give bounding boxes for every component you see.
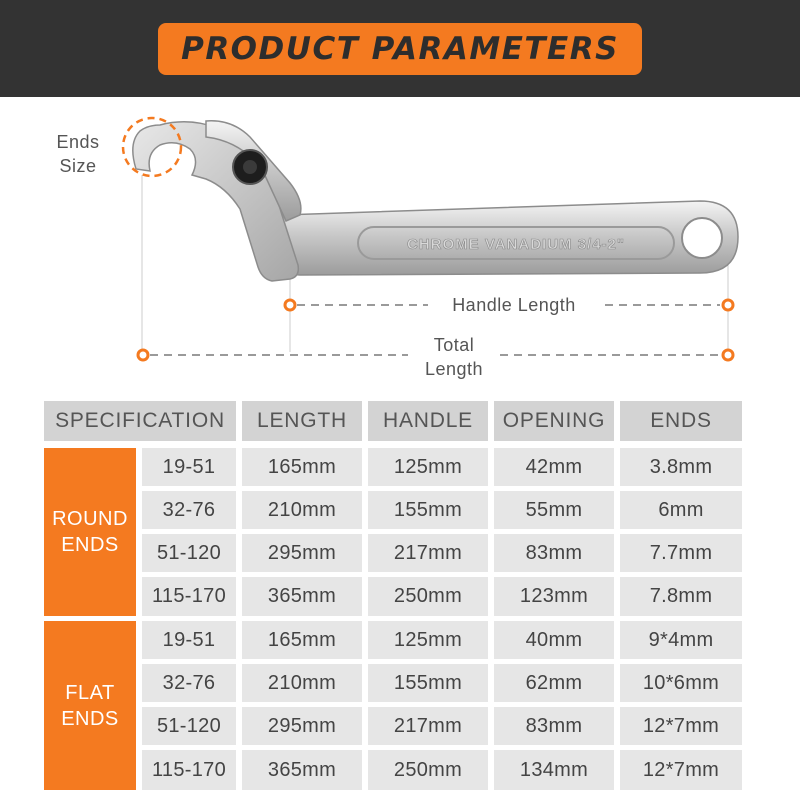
ends-size-label-line2: Size bbox=[59, 156, 97, 176]
wrench-hook bbox=[133, 122, 299, 281]
table-cell: 12*7mm bbox=[620, 707, 742, 745]
table-cell: 217mm bbox=[368, 707, 488, 745]
header-bar bbox=[0, 0, 800, 97]
table-cell: 32-76 bbox=[142, 491, 236, 529]
column-header-length: LENGTH bbox=[242, 401, 362, 441]
table-cell: 51-120 bbox=[142, 707, 236, 745]
handle-length-start-dot bbox=[285, 300, 295, 310]
group-label-line1: ROUND bbox=[52, 508, 128, 530]
table-cell: 155mm bbox=[368, 491, 488, 529]
table-cell: 3.8mm bbox=[620, 448, 742, 486]
table-cell: 125mm bbox=[368, 621, 488, 659]
table-cell: 115-170 bbox=[142, 750, 236, 790]
title-banner bbox=[158, 23, 642, 75]
table-cell: 19-51 bbox=[142, 448, 236, 486]
table-cell: 365mm bbox=[242, 750, 362, 790]
table-cell: 365mm bbox=[242, 577, 362, 616]
total-length-label bbox=[408, 333, 500, 381]
table-cell: 6mm bbox=[620, 491, 742, 529]
group-label-round-ends bbox=[44, 448, 136, 616]
table-cell: 125mm bbox=[368, 448, 488, 486]
wrench-diagram bbox=[0, 97, 800, 395]
table-cell: 12*7mm bbox=[620, 750, 742, 790]
total-length-label-line2: Length bbox=[424, 359, 484, 379]
total-length-label-line1: Total bbox=[433, 335, 475, 355]
group-label-line1: FLAT bbox=[65, 681, 115, 704]
table-cell: 51-120 bbox=[142, 534, 236, 572]
table-cell: 42mm bbox=[494, 448, 614, 486]
table-cell: 7.7mm bbox=[620, 534, 742, 572]
group-label-line2: ENDS bbox=[61, 707, 119, 730]
table-cell: 115-170 bbox=[142, 577, 236, 616]
table-cell: 210mm bbox=[242, 491, 362, 529]
column-header-opening: OPENING bbox=[494, 401, 614, 441]
table-cell: 62mm bbox=[494, 664, 614, 702]
page-title: PRODUCT PARAMETERS bbox=[181, 31, 619, 67]
ends-size-label-line1: Ends bbox=[56, 132, 100, 152]
handle-length-end-dot bbox=[723, 300, 733, 310]
table-cell: 295mm bbox=[242, 707, 362, 745]
table-cell: 250mm bbox=[368, 750, 488, 790]
total-length-start-dot bbox=[138, 350, 148, 360]
table-cell: 217mm bbox=[368, 534, 488, 572]
group-label-line2: ENDS bbox=[61, 534, 119, 556]
table-cell: 165mm bbox=[242, 621, 362, 659]
wrench-illustration bbox=[0, 97, 800, 395]
handle-stamp-text: CHROME VANADIUM 3/4-2" bbox=[406, 236, 626, 253]
table-cell: 155mm bbox=[368, 664, 488, 702]
column-header-ends: ENDS bbox=[620, 401, 742, 441]
table-cell: 250mm bbox=[368, 577, 488, 616]
group-label-flat-ends bbox=[44, 621, 136, 790]
table-cell: 19-51 bbox=[142, 621, 236, 659]
hinge-bolt-hex bbox=[243, 160, 257, 174]
table-cell: 9*4mm bbox=[620, 621, 742, 659]
table-cell: 210mm bbox=[242, 664, 362, 702]
column-header-specification: SPECIFICATION bbox=[44, 401, 236, 441]
table-cell: 40mm bbox=[494, 621, 614, 659]
handle-hole bbox=[682, 218, 722, 258]
table-cell: 83mm bbox=[494, 707, 614, 745]
table-cell: 123mm bbox=[494, 577, 614, 616]
table-cell: 295mm bbox=[242, 534, 362, 572]
ends-size-label bbox=[44, 130, 112, 178]
table-cell: 83mm bbox=[494, 534, 614, 572]
table-cell: 165mm bbox=[242, 448, 362, 486]
column-header-handle: HANDLE bbox=[368, 401, 488, 441]
table-cell: 32-76 bbox=[142, 664, 236, 702]
table-cell: 55mm bbox=[494, 491, 614, 529]
table-cell: 10*6mm bbox=[620, 664, 742, 702]
handle-length-label: Handle Length bbox=[428, 293, 600, 317]
total-length-end-dot bbox=[723, 350, 733, 360]
table-cell: 7.8mm bbox=[620, 577, 742, 616]
table-cell: 134mm bbox=[494, 750, 614, 790]
